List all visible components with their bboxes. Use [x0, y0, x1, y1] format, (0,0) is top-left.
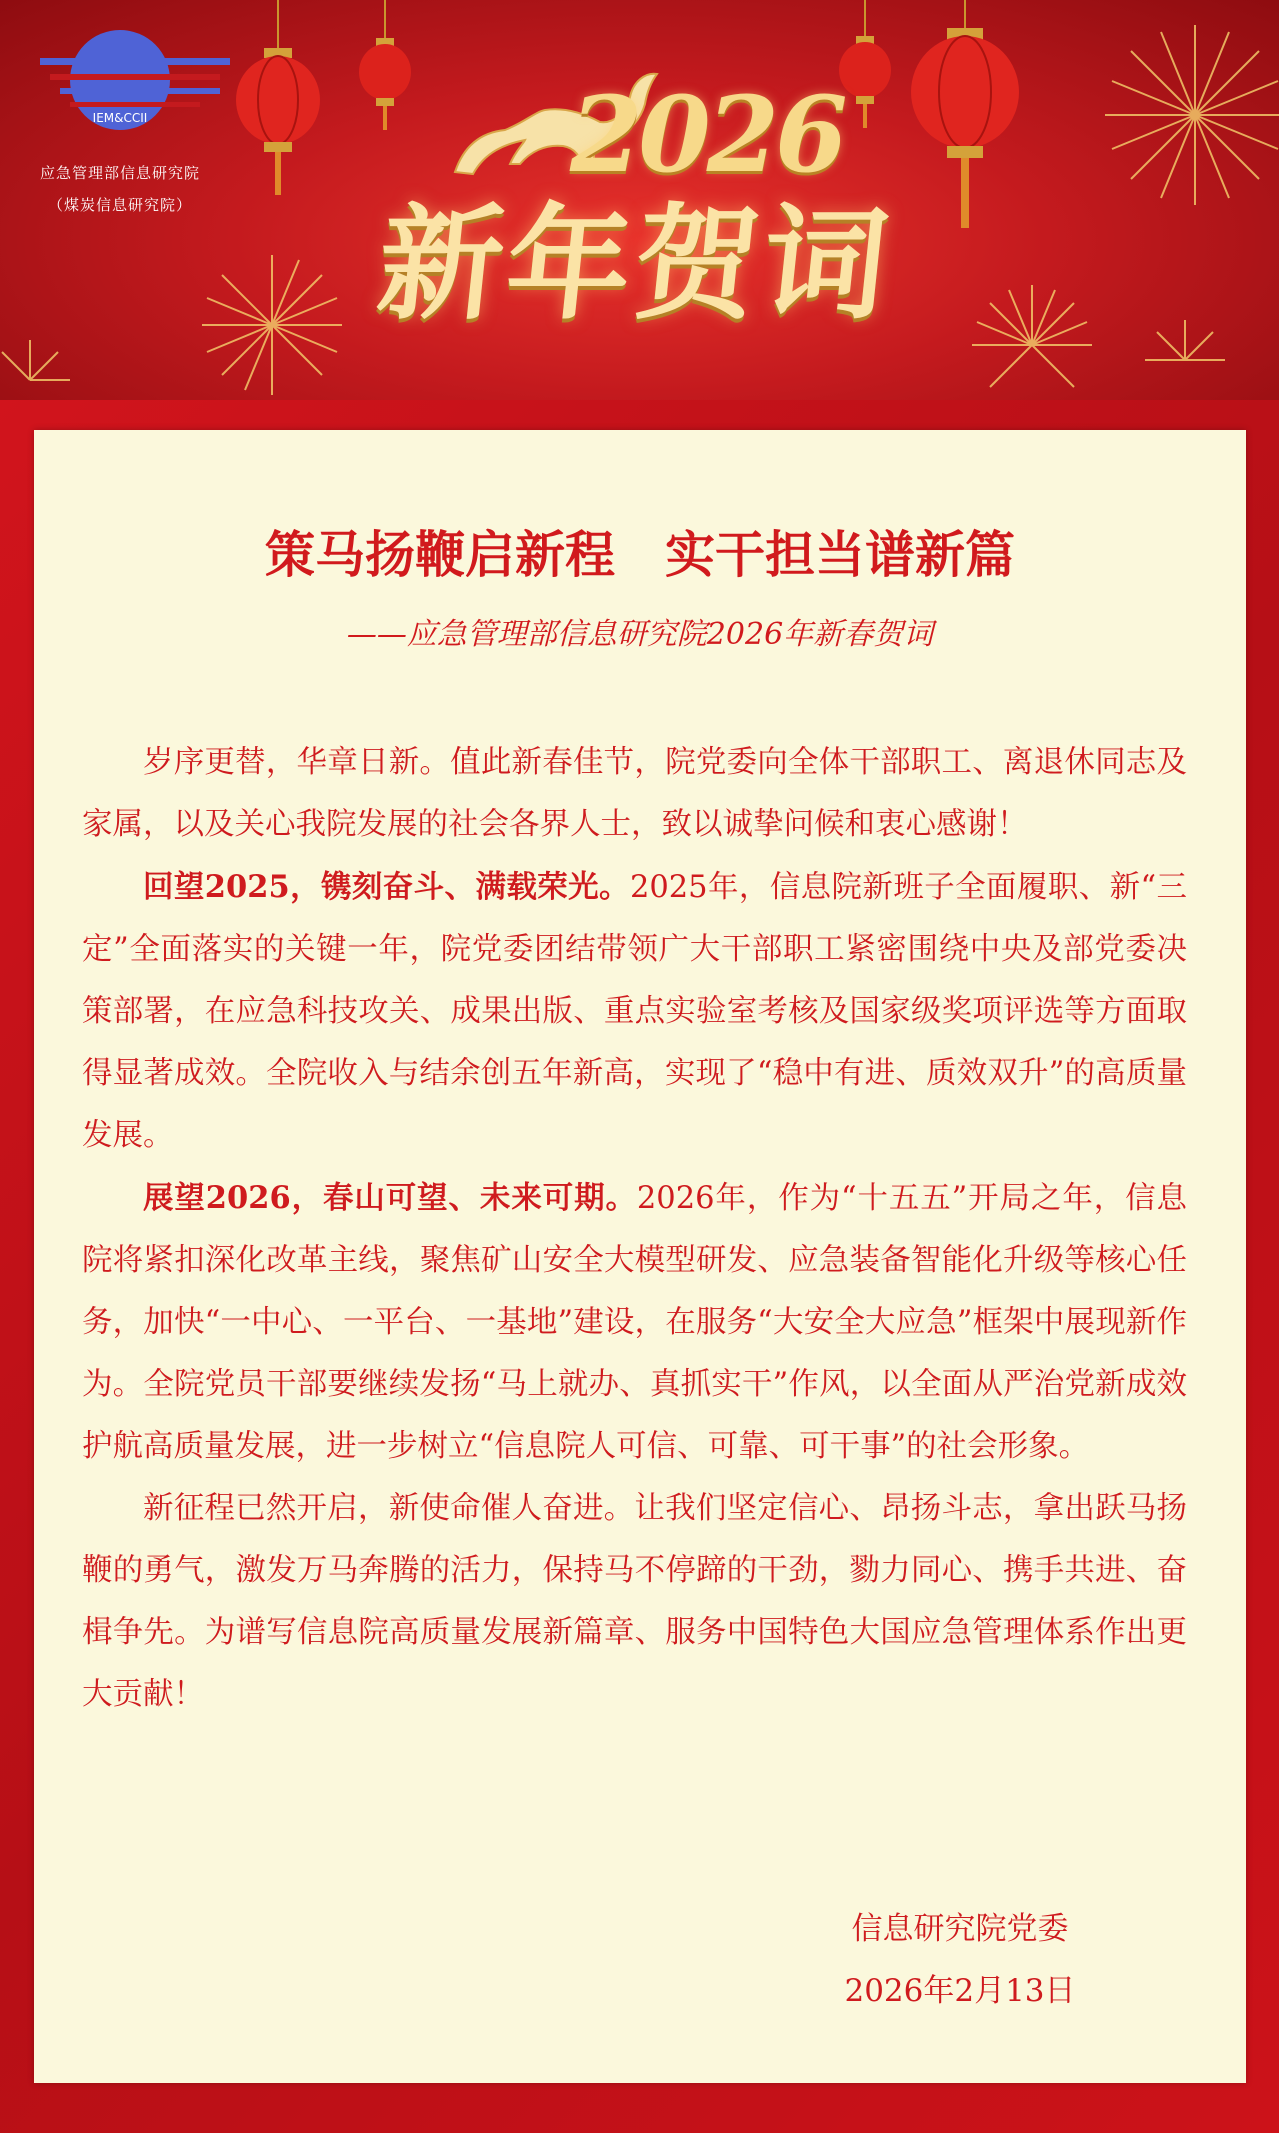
paragraph-closing: 新征程已然开启，新使命催人奋进。让我们坚定信心、昂扬斗志，拿出跃马扬鞭的勇气，激发万马奔腾的活力，保持马不停蹄的干劲，勠力同心、携手共进、奋楫争先。为谱写信息院高质量发展新篇章、服务中国特色大国应急管理体系作出更大贡献！: [82, 1491, 1187, 1712]
paragraph-outlook: [82, 1167, 1187, 1478]
org-name: 应急管理部信息研究院: [39, 164, 200, 182]
letter-title: 策马扬鞭启新程 实干担当谱新篇: [265, 525, 1015, 584]
paragraph-greeting: 岁序更替，华章日新。值此新春佳节，院党委向全体干部职工、离退休同志及家属，以及关心我院发展的社会各界人士，致以诚挚问候和衷心感谢！: [82, 745, 1187, 842]
org-logo: [10, 22, 230, 214]
banner-year: 2026: [570, 73, 844, 196]
paragraph-review-lead: 回望2025，镌刻奋斗、满载荣光。: [143, 869, 630, 905]
paragraph-review: [82, 856, 1187, 1167]
paragraph-outlook-body: 2026年，作为“十五五”开局之年，信息院将紧扣深化改革主线，聚焦矿山安全大模型研发、应急装备智能化升级等核心任务，加快“一中心、一平台、一基地”建设，在服务“大安全大应急”框架中展现新作为。全院党员干部要继续发扬“马上就办、真抓实干”作风，以全面从严治党新成效护航高质量发展，进一步树立“信息院人可信、可靠、可干事”的社会形象。: [82, 1181, 1188, 1464]
signature: 信息研究院党委: [851, 1911, 1069, 1947]
paragraph-outlook-lead: 展望2026，春山可望、未来可期。: [143, 1180, 637, 1216]
signature-block: [760, 1898, 1160, 2022]
lantern-icon: [355, 0, 415, 140]
logo-text: IEM&CCII: [92, 111, 148, 125]
date: 2026年2月13日: [844, 1973, 1076, 2009]
letter-subtitle: ——应急管理部信息研究院2026年新春贺词: [346, 617, 934, 652]
logo-icon: [10, 22, 230, 152]
banner-title: 新年贺词: [371, 192, 899, 337]
header-banner: [0, 0, 1279, 400]
lantern-icon: [228, 0, 328, 200]
org-alias: （煤炭信息研究院）: [47, 196, 192, 214]
paragraph-review-body: 2025年，信息院新班子全面履职、新“三定”全面落实的关键一年，院党委团结带领广大干部职工紧密围绕中央及部党委决策部署，在应急科技攻关、成果出版、重点实验室考核及国家级奖项评选等方面取得显著成效。全院收入与结余创五年新高，实现了“稳中有进、质效双升”的高质量发展。: [82, 870, 1187, 1153]
letter-body: [82, 732, 1187, 1726]
